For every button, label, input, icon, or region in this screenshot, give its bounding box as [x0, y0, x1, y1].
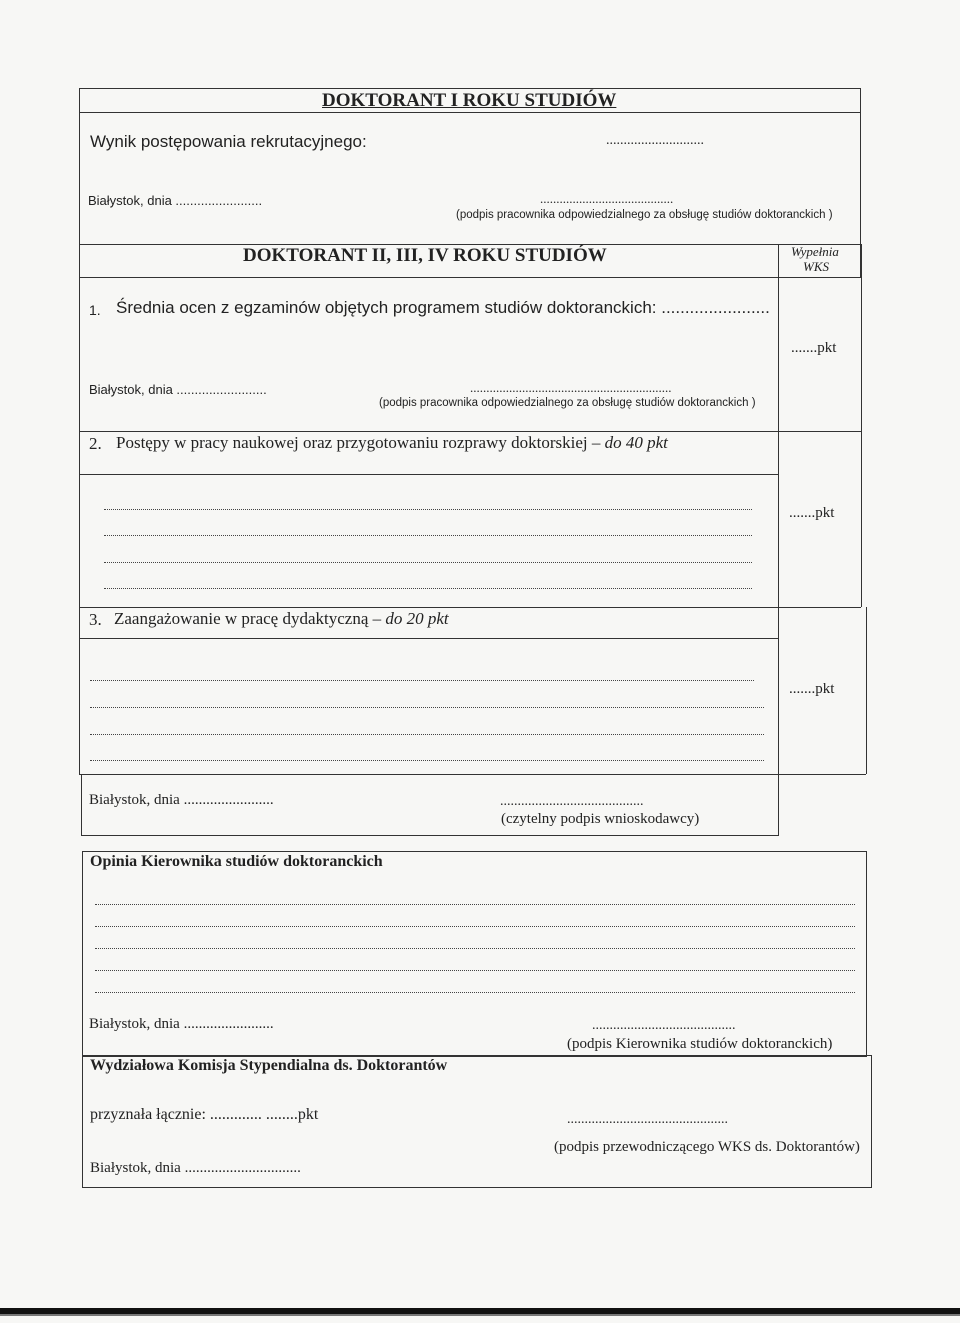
- wks-column-header-line2: WKS: [803, 259, 829, 274]
- item2-points-field[interactable]: .......pkt: [789, 505, 835, 521]
- opinion-line-3[interactable]: [95, 948, 855, 949]
- item1-bottom-line: [79, 431, 861, 432]
- item3-header-line: [79, 638, 778, 639]
- item3-answer-line-2[interactable]: [90, 707, 764, 708]
- committee-place-date-field[interactable]: Białystok, dnia ...............................: [90, 1160, 301, 1176]
- item2-answer-line-1[interactable]: [104, 509, 752, 510]
- item3-answer-line-1[interactable]: [90, 680, 754, 681]
- item3-label: [114, 609, 449, 629]
- item2-number: 2.: [89, 434, 102, 453]
- item1-place-date-field[interactable]: Białystok, dnia .........................: [89, 382, 267, 397]
- applicant-signature-field[interactable]: .........................................: [500, 794, 644, 809]
- item2-limit: do 40 pkt: [604, 433, 668, 452]
- item2-label: [116, 433, 668, 453]
- item1-signature-field[interactable]: ..............................................................: [470, 380, 672, 395]
- committee-signature-caption: (podpis przewodniczącego WKS ds. Doktorantów): [554, 1139, 860, 1155]
- item1-signature-caption: (podpis pracownika odpowiedzialnego za obsługę studiów doktoranckich ): [379, 397, 756, 409]
- applicant-signature-caption: (czytelny podpis wnioskodawcy): [501, 811, 700, 827]
- supervisor-opinion-title: Opinia Kierownika studiów doktoranckich: [90, 853, 383, 870]
- wks-column-divider: [778, 244, 779, 774]
- left-border-item1: [79, 278, 80, 432]
- recruitment-result-field[interactable]: ............................: [606, 133, 704, 148]
- item1-number: 1.: [89, 302, 101, 318]
- item2-bottom-line: [79, 607, 861, 608]
- item3-points-field[interactable]: .......pkt: [789, 681, 835, 697]
- item3-limit: do 20 pkt: [385, 609, 449, 628]
- item2-answer-line-2[interactable]: [104, 535, 752, 536]
- recruitment-result-label: Wynik postępowania rekrutacyjnego:: [90, 132, 367, 151]
- opinion-line-1[interactable]: [95, 904, 855, 905]
- opinion-line-4[interactable]: [95, 970, 855, 971]
- right-border-lower: [866, 607, 867, 774]
- committee-title: Wydziałowa Komisja Stypendialna ds. Doktorantów: [90, 1057, 448, 1074]
- signature-field[interactable]: .........................................: [540, 191, 674, 206]
- opinion-signature-caption: (podpis Kierownika studiów doktoranckich): [567, 1036, 833, 1052]
- scan-edge-shadow-secondary: [0, 1314, 960, 1316]
- section-first-year-title: DOKTORANT I ROKU STUDIÓW: [322, 90, 617, 111]
- item2-answer-line-4[interactable]: [104, 588, 752, 589]
- item3-answer-line-3[interactable]: [90, 734, 764, 735]
- wks-column-header-line1: Wypełnia: [791, 244, 839, 259]
- opinion-place-date-field[interactable]: Białystok, dnia ........................: [89, 1016, 274, 1032]
- left-border-item3: [79, 638, 80, 774]
- item2-header-line: [79, 474, 778, 475]
- opinion-signature-field[interactable]: .........................................: [592, 1018, 736, 1033]
- signature-caption: (podpis pracownika odpowiedzialnego za obsługę studiów doktoranckich ): [456, 209, 833, 221]
- applicant-place-date-field[interactable]: Białystok, dnia ........................: [89, 792, 274, 808]
- item3-number: 3.: [89, 610, 102, 629]
- committee-awarded-points-field[interactable]: przyznała łącznie: ............. ........pkt: [90, 1106, 319, 1123]
- place-date-field[interactable]: Białystok, dnia ........................: [88, 193, 263, 208]
- opinion-line-2[interactable]: [95, 926, 855, 927]
- right-border-upper: [861, 244, 862, 607]
- item1-label: Średnia ocen z egzaminów objętych programem studiów doktoranckich: .......................: [116, 298, 770, 317]
- section-later-years-title: DOKTORANT II, III, IV ROKU STUDIÓW: [243, 245, 607, 266]
- item2-label-text: Postępy w pracy naukowej oraz przygotowaniu rozprawy doktorskiej –: [116, 433, 605, 452]
- item3-label-text: Zaangażowanie w pracę dydaktyczną –: [114, 609, 386, 628]
- opinion-line-5[interactable]: [95, 992, 855, 993]
- section-first-year-title-divider: [79, 112, 861, 113]
- item2-answer-line-3[interactable]: [104, 562, 752, 563]
- committee-signature-field[interactable]: ..............................................: [567, 1112, 728, 1127]
- item3-answer-line-4[interactable]: [90, 760, 764, 761]
- item1-points-field[interactable]: .......pkt: [791, 340, 837, 356]
